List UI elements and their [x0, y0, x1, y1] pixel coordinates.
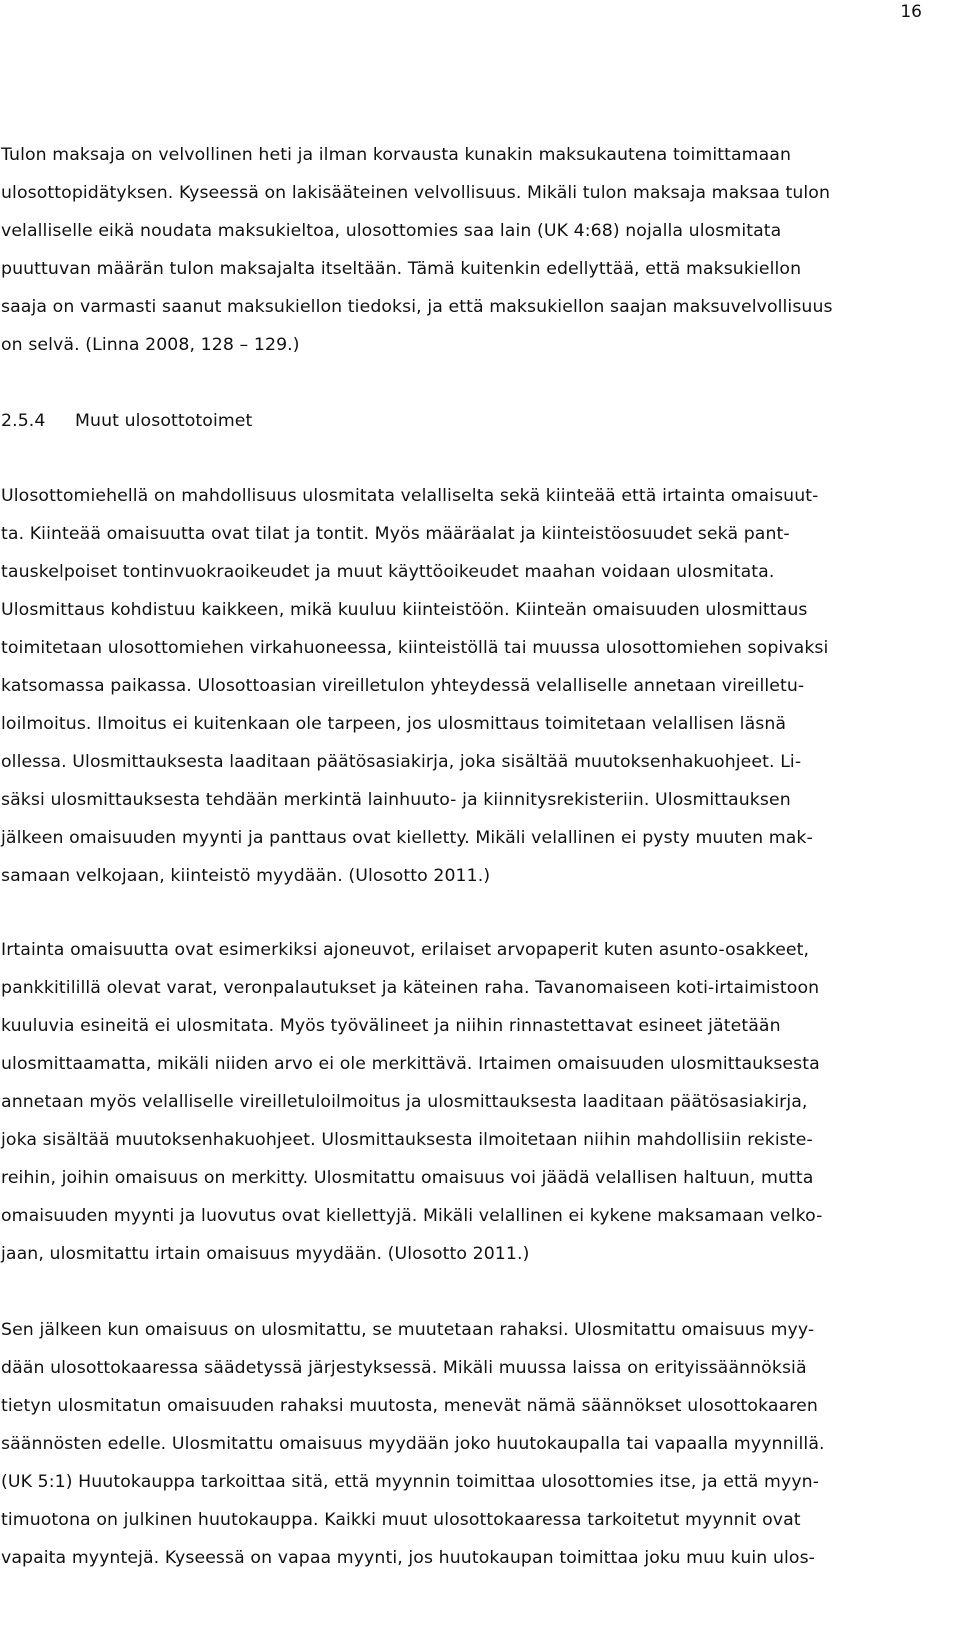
- paragraph-3-line-1: Irtainta omaisuutta ovat esimerkiksi ajoneuvot, erilaiset arvopaperit kuten asunto-osakkeet,: [1, 940, 810, 960]
- paragraph-4-line-4: säännösten edelle. Ulosmitattu omaisuus myydään joko huutokaupalla tai vapaalla myynnillä.: [1, 1434, 825, 1454]
- paragraph-4-line-7: vapaita myyntejä. Kyseessä on vapaa myynti, jos huutokaupan toimittaa joku muu kuin ulos-: [1, 1548, 816, 1568]
- paragraph-1-line-5: saaja on varmasti saanut maksukiellon tiedoksi, ja että maksukiellon saajan maksuvelvollisuus: [1, 297, 833, 317]
- paragraph-2-line-1: Ulosottomiehellä on mahdollisuus ulosmitata velalliselta sekä kiinteää että irtainta omaisuut-: [1, 486, 819, 506]
- paragraph-2-line-4: Ulosmittaus kohdistuu kaikkeen, mikä kuuluu kiinteistöön. Kiinteän omaisuuden ulosmittaus: [1, 600, 808, 620]
- paragraph-2-line-3: tauskelpoiset tontinvuokraoikeudet ja muut käyttöoikeudet maahan voidaan ulosmitata.: [1, 562, 775, 582]
- paragraph-3-line-8: omaisuuden myynti ja luovutus ovat kiellettyjä. Mikäli velallinen ei kykene maksamaan velko-: [1, 1206, 823, 1226]
- section-heading-number: 2.5.4: [1, 411, 46, 431]
- paragraph-3-line-3: kuuluvia esineitä ei ulosmitata. Myös työvälineet ja niihin rinnastettavat esineet jätetään: [1, 1016, 781, 1036]
- paragraph-3-line-4: ulosmittaamatta, mikäli niiden arvo ei ole merkittävä. Irtaimen omaisuuden ulosmittauksesta: [1, 1054, 820, 1074]
- paragraph-4-line-6: timuotona on julkinen huutokauppa. Kaikki muut ulosottokaaressa tarkoitetut myynnit ovat: [1, 1510, 801, 1530]
- paragraph-4-line-2: dään ulosottokaaressa säädetyssä järjestyksessä. Mikäli muussa laissa on erityissäännöksiä: [1, 1358, 807, 1378]
- section-heading: [1, 409, 252, 433]
- paragraph-2-line-10: jälkeen omaisuuden myynti ja panttaus ovat kielletty. Mikäli velallinen ei pysty muuten mak-: [1, 828, 813, 848]
- paragraph-3-line-5: annetaan myös velalliselle vireilletuloilmoitus ja ulosmittauksesta laaditaan päätösasiakirja,: [1, 1092, 808, 1112]
- paragraph-3-line-7: reihin, joihin omaisuus on merkitty. Ulosmitattu omaisuus voi jäädä velallisen haltuun, mutta: [1, 1168, 814, 1188]
- paragraph-3-line-6: joka sisältää muutoksenhakuohjeet. Ulosmittauksesta ilmoitetaan niihin mahdollisiin rekiste-: [1, 1130, 813, 1150]
- paragraph-1-line-2: ulosottopidätyksen. Kyseessä on lakisääteinen velvollisuus. Mikäli tulon maksaja maksaa tulon: [1, 183, 831, 203]
- paragraph-1-line-1: Tulon maksaja on velvollinen heti ja ilman korvausta kunakin maksukautena toimittamaan: [1, 145, 792, 165]
- paragraph-2-line-2: ta. Kiinteää omaisuutta ovat tilat ja tontit. Myös määräalat ja kiinteistöosuudet sekä pant-: [1, 524, 790, 544]
- paragraph-4-line-3: tietyn ulosmitatun omaisuuden rahaksi muutosta, menevät nämä säännökset ulosottokaaren: [1, 1396, 818, 1416]
- page-number: 16: [900, 2, 922, 22]
- section-heading-title: Muut ulosottotoimet: [75, 411, 253, 431]
- paragraph-3-line-2: pankkitilillä olevat varat, veronpalautukset ja käteinen raha. Tavanomaiseen koti-irtaimistoon: [1, 978, 820, 998]
- paragraph-2-line-7: loilmoitus. Ilmoitus ei kuitenkaan ole tarpeen, jos ulosmittaus toimitetaan velallisen läsnä: [1, 714, 787, 734]
- paragraph-3-line-9: jaan, ulosmitattu irtain omaisuus myydään. (Ulosotto 2011.): [1, 1244, 530, 1264]
- paragraph-2-line-8: ollessa. Ulosmittauksesta laaditaan päätösasiakirja, joka sisältää muutoksenhakuohjeet. Li-: [1, 752, 802, 772]
- paragraph-2-line-6: katsomassa paikassa. Ulosottoasian vireilletulon yhteydessä velalliselle annetaan vireilletu-: [1, 676, 805, 696]
- paragraph-2-line-11: samaan velkojaan, kiinteistö myydään. (Ulosotto 2011.): [1, 866, 491, 886]
- paragraph-1-line-4: puuttuvan määrän tulon maksajalta itseltään. Tämä kuitenkin edellyttää, että maksukiellon: [1, 259, 802, 279]
- paragraph-4-line-5: (UK 5:1) Huutokauppa tarkoittaa sitä, että myynnin toimittaa ulosottomies itse, ja että myyn-: [1, 1472, 820, 1492]
- paragraph-1-line-6: on selvä. (Linna 2008, 128 – 129.): [1, 335, 300, 355]
- paragraph-2-line-9: säksi ulosmittauksesta tehdään merkintä lainhuuto- ja kiinnitysrekisteriin. Ulosmittauksen: [1, 790, 791, 810]
- paragraph-4-line-1: Sen jälkeen kun omaisuus on ulosmitattu, se muutetaan rahaksi. Ulosmitattu omaisuus myy-: [1, 1320, 815, 1340]
- paragraph-2-line-5: toimitetaan ulosottomiehen virkahuoneessa, kiinteistöllä tai muussa ulosottomiehen sopivaksi: [1, 638, 829, 658]
- paragraph-1-line-3: velalliselle eikä noudata maksukieltoa, ulosottomies saa lain (UK 4:68) nojalla ulosmitata: [1, 221, 782, 241]
